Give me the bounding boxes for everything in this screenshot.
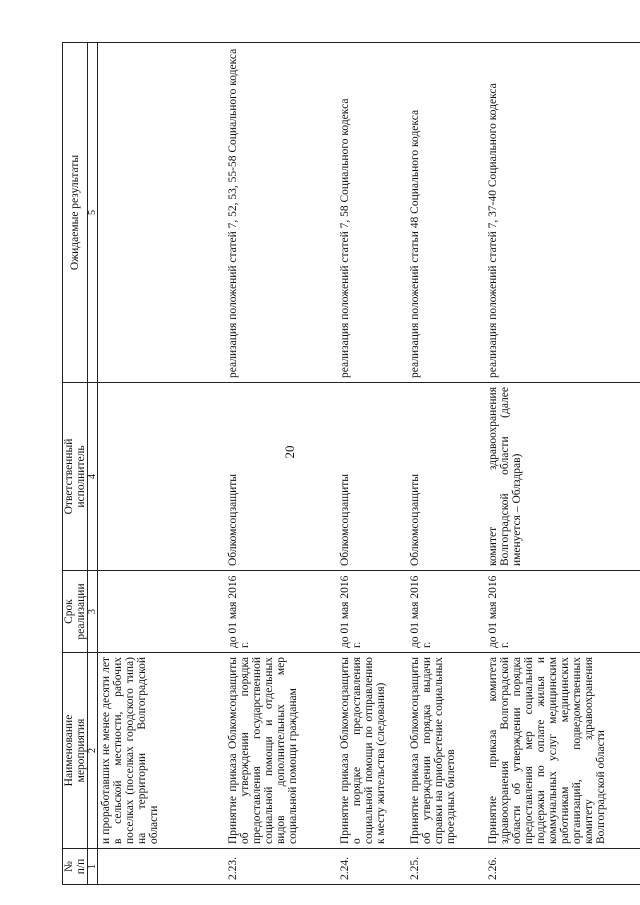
row-executor [98, 383, 226, 571]
header-deadline: Срок реализации [63, 571, 88, 653]
header-executor: Ответственный исполнитель [63, 383, 88, 571]
page-number: 20 [282, 445, 297, 459]
column-number: 2 [88, 653, 98, 849]
measures-table [62, 42, 640, 885]
column-number-row [88, 43, 98, 885]
table-row [337, 43, 407, 885]
table-header-row [63, 43, 88, 885]
table-row [225, 43, 337, 885]
row-event: Принятие приказа комитета здравоохранения Волгоградской области об утверждении порядка предоставления мер социальной поддержки по оплате жилья и коммунальных услуг медицинским работникам медицинских организаций, подведомственных комитету здравоохранения Волгоградской области [485, 653, 640, 849]
column-number: 1 [88, 849, 98, 885]
header-result: Ожидаемые результаты [63, 43, 88, 383]
header-number: № п/п [63, 849, 88, 885]
row-deadline: до 01 мая 2016 г. [407, 571, 485, 653]
row-executor: комитет здравоохранения Волгоградской области (далее именуется – Облздрав) [485, 383, 640, 571]
row-result: реализация положений статей 7, 58 Социального кодекса [337, 43, 407, 383]
row-result [98, 43, 226, 383]
row-number: 2.24. [337, 849, 407, 885]
row-event: Принятие приказа Облкомсоцзащиты о порядке предоставления социальной помощи по отправлению к месту жительства (следования) [337, 653, 407, 849]
row-event: Принятие приказа Облкомсоцзащиты об утверждении порядка предоставления государственной социальной помощи и отдельных видов дополнительных мер социальной помощи гражданам [225, 653, 337, 849]
row-number: 2.23. [225, 849, 337, 885]
column-number: 5 [88, 43, 98, 383]
row-number: 2.25. [407, 849, 485, 885]
row-deadline: до 01 мая 2016 г. [337, 571, 407, 653]
row-deadline: до 01 мая 2016 г. [225, 571, 337, 653]
column-number: 3 [88, 571, 98, 653]
header-event: Наименование мероприятия [63, 653, 88, 849]
row-event: Принятие приказа Облкомсоцзащиты об утверждении порядка выдачи справки на приобретение социальных проездных билетов [407, 653, 485, 849]
row-executor: Облкомсоцзащиты [407, 383, 485, 571]
row-result: реализация положений статьи 48 Социального кодекса [407, 43, 485, 383]
column-number: 4 [88, 383, 98, 571]
table-row [98, 43, 226, 885]
table-row [485, 43, 640, 885]
row-number: 2.26. [485, 849, 640, 885]
row-number [98, 849, 226, 885]
table-row [407, 43, 485, 885]
row-executor: Облкомсоцзащиты [337, 383, 407, 571]
row-event: и проработавших не менее десяти лет в сельской местности, рабочих поселках (поселках городского типа) на территории Волгоградской области [98, 653, 226, 849]
row-deadline: до 01 мая 2016 г. [485, 571, 640, 653]
row-deadline [98, 571, 226, 653]
row-executor: Облкомсоцзащиты [225, 383, 337, 571]
row-result: реализация положений статей 7, 52, 53, 55-58 Социального кодекса [225, 43, 337, 383]
row-result: реализация положений статей 7, 37-40 Социального кодекса [485, 43, 640, 383]
